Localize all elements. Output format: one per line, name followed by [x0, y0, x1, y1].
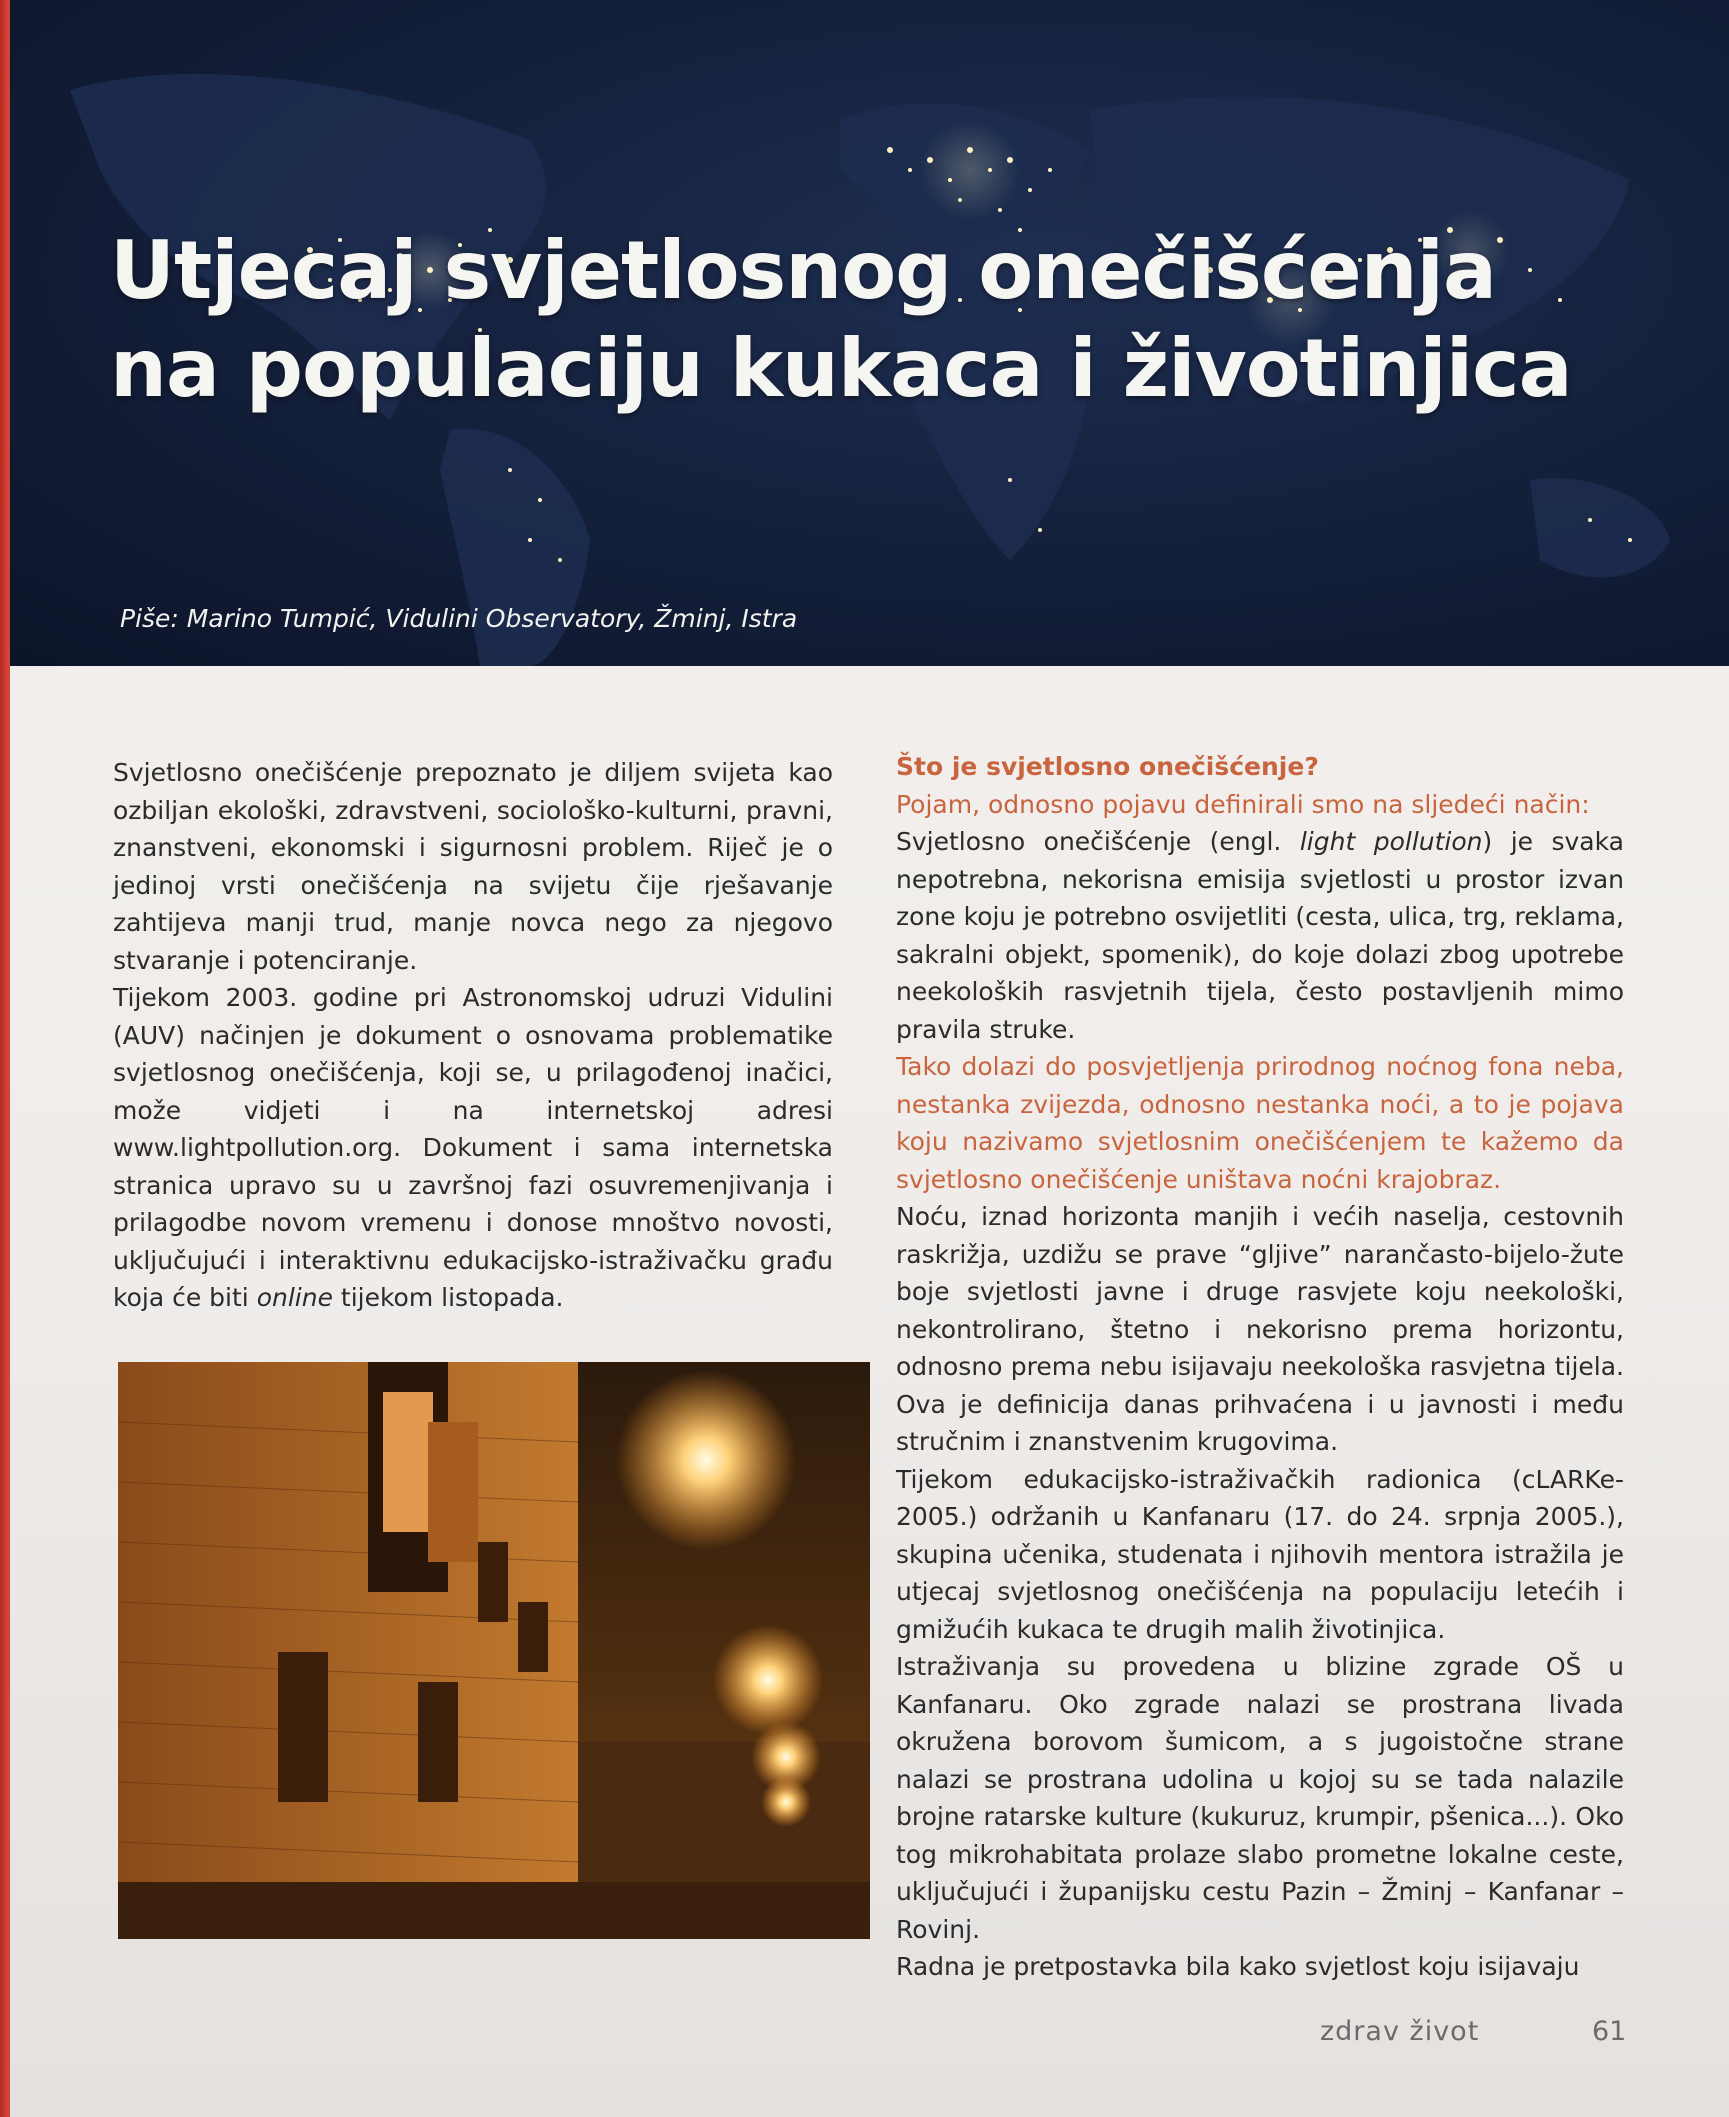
left-column [113, 754, 833, 1317]
history-text-start: Tijekom 2003. godine pri Astronomskoj udruzi Vidulini (AUV) načinjen je dokument o osnovama problematike svjetlosnog onečišćenja, koji se, u prilagođenoj inačici, može vidjeti i na internetskoj adresi www.lightpollution.org. Dokument i sama internetska stranica upravo su u završnoj fazi osuvremenjivanja i prilagodbe novom vremenu i donose mnoštvo novosti, uključujući i interaktivnu edukacijsko-istraživačku građu koja će biti [113, 983, 833, 1312]
definition-paragraph [896, 823, 1624, 1048]
title-line-1: Utjecaj svjetlosnog onečišćenja [110, 224, 1496, 317]
online-emphasis: online [256, 1283, 333, 1312]
section-subheading: Što je svjetlosno onečišćenje? [896, 752, 1319, 781]
research-paragraph: Istraživanja su provedena u blizine zgrade OŠ u Kanfanaru. Oko zgrade nalazi se prostrana livada okružena borovom šumicom, a s jugoistočne strane nalazi se prostrana udolina u kojoj su se tada nalazile brojne ratarske kulture (kukuruz, krumpir, pšenica...). Oko tog mikrohabitata prolaze slabo prometne lokalne ceste, uključujući i županijsku cestu Pazin – Žminj – Kanfanar – Rovinj. [896, 1652, 1624, 1944]
highlight-paragraph: Tako dolazi do posvjetljenja prirodnog noćnog fona neba, nestanka zvijezda, odnosno nestanka noći, a to je pojava koju nazivamo svjetlosnim onečišćenjem te kažemo da svjetlosno onečišćenje uništava noćni krajobraz. [896, 1052, 1624, 1194]
intro-paragraph: Svjetlosno onečišćenje prepoznato je diljem svijeta kao ozbiljan ekološki, zdravstveni, sociološko-kulturni, pravni, znanstveni, ekonomski i sigurnosni problem. Riječ je o jedinoj vrsti onečišćenja na svijetu čije rješavanje zahtijeva manji trud, manje novca nego za njegovo stvaranje i potenciranje. [113, 758, 833, 975]
hypothesis-paragraph: Radna je pretpostavka bila kako svjetlost koju isijavaju [896, 1952, 1580, 1981]
magazine-name: zdrav život [1320, 2016, 1480, 2047]
history-text-end: tijekom listopada. [332, 1283, 564, 1312]
workshop-paragraph: Tijekom edukacijsko-istraživačkih radionica (cLARKe-2005.) održanih u Kanfanaru (17. do 24. srpnja 2005.), skupina učenika, studenata i njihovih mentora istražila je utjecaj svjetlosnog onečišćenja na populaciju letećih i gmižućih kukaca te drugih malih životinjica. [896, 1464, 1624, 1644]
definition-text-end: ) je svaka nepotrebna, nekorisna emisija svjetlosti u prostor izvan zone koju je potrebno osvijetliti (cesta, ulica, trg, reklama, sakralni objekt, spomenik), do koje dolazi zbog upotrebe neekoloških rasvjetnih tijela, često postavljenih mimo pravila struke. [896, 827, 1624, 1044]
night-paragraph: Noću, iznad horizonta manjih i većih naselja, cestovnih raskrižja, uzdižu se prave “gljive” narančasto-bijelo-žute boje svjetlosti javne i druge rasvjete koju neekološki, nekontrolirano, štetno i nekorisno prema horizontu, odnosno prema nebu isijavaju neekološka rasvjetna tijela. Ova je definicija danas prihvaćena i u javnosti i među stručnim i znanstvenim krugovima. [896, 1202, 1624, 1456]
street-light-photo [118, 1362, 870, 1939]
definition-text-start: Svjetlosno onečišćenje (engl. [896, 827, 1300, 856]
definition-intro: Pojam, odnosno pojavu definirali smo na sljedeći način: [896, 789, 1590, 819]
page-number: 61 [1592, 2016, 1627, 2047]
history-paragraph [113, 979, 833, 1317]
street-night-image [118, 1362, 870, 1939]
light-pollution-term: light pollution [1299, 827, 1483, 856]
title-line-2: na populaciju kukaca i životinjica [110, 322, 1572, 415]
magazine-page [10, 0, 1729, 2117]
right-column [896, 748, 1624, 1986]
article-title [110, 222, 1670, 418]
hero-night-map [10, 0, 1729, 666]
author-byline: Piše: Marino Tumpić, Vidulini Observatory, Žminj, Istra [120, 604, 798, 633]
